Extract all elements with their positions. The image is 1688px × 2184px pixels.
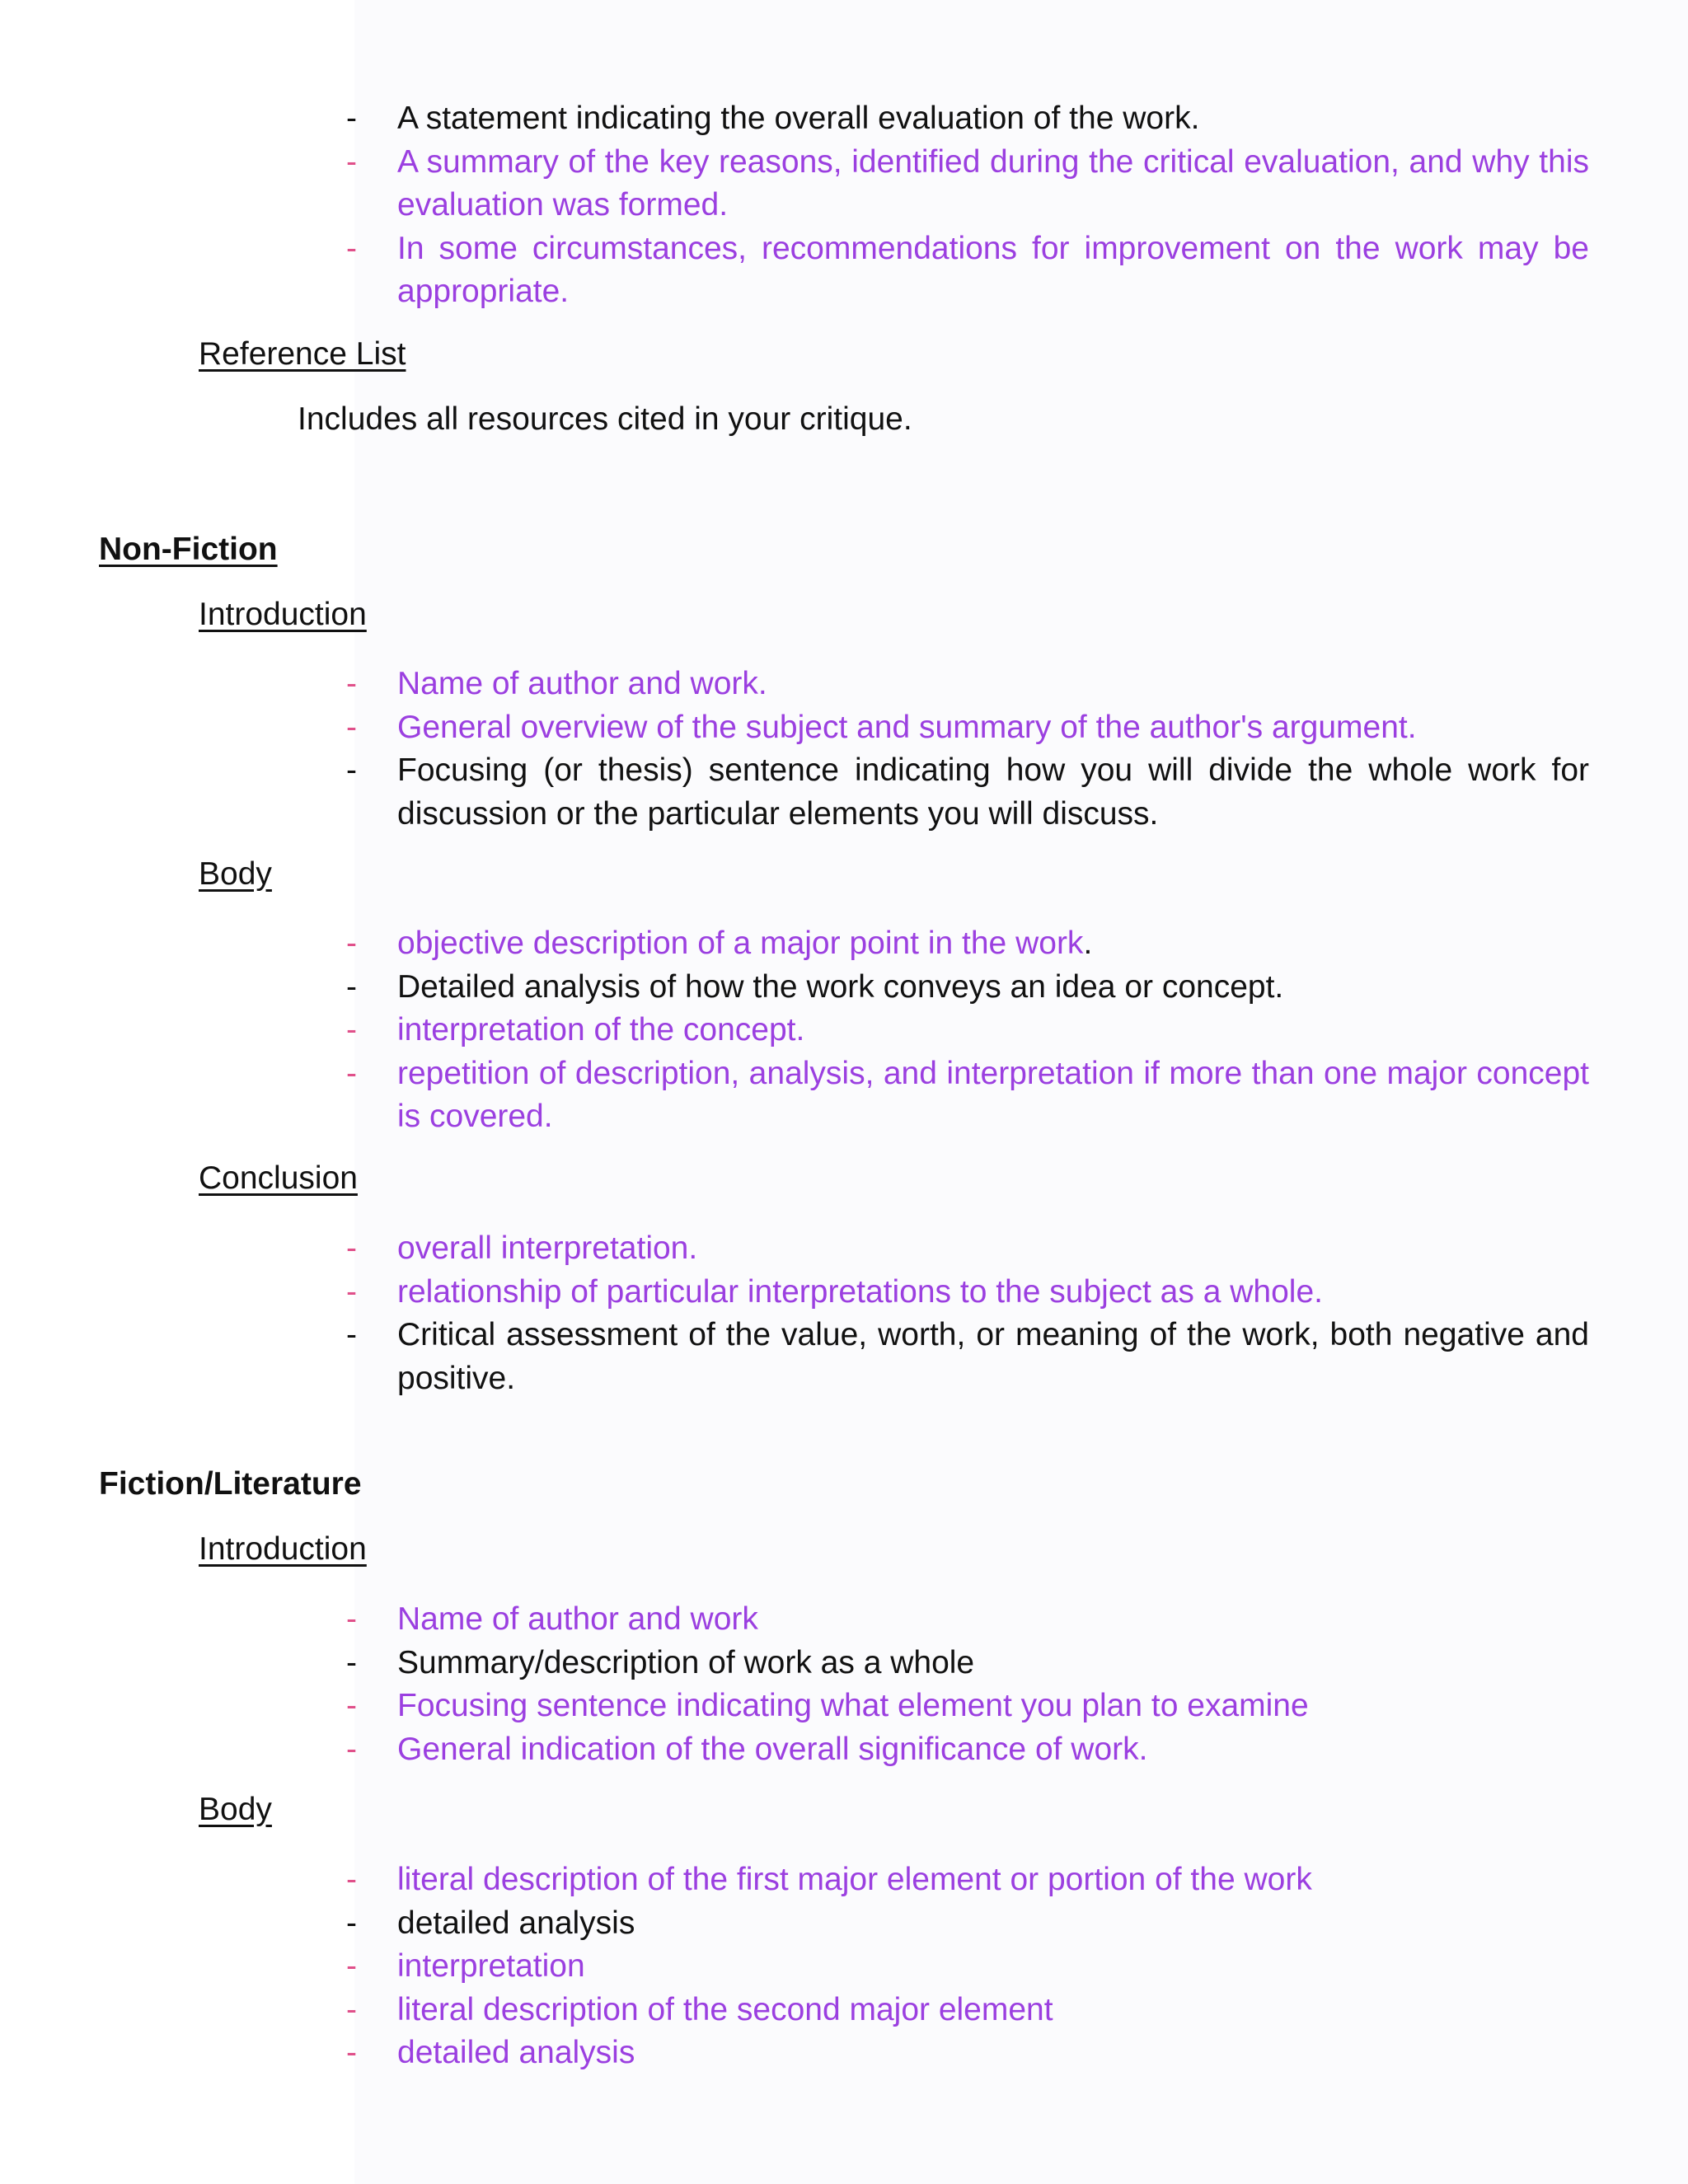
list-item bbox=[346, 1598, 1589, 1642]
list-item bbox=[346, 1642, 1589, 1685]
dash-bullet: - bbox=[346, 666, 357, 701]
list-item bbox=[346, 1902, 1589, 1946]
list-item bbox=[346, 1989, 1589, 2032]
list-item-text: Name of author and work bbox=[397, 1601, 758, 1637]
nonfiction-title: Non-Fiction bbox=[99, 532, 278, 567]
list-item bbox=[346, 1052, 1589, 1139]
dash-bullet: - bbox=[346, 926, 357, 961]
dash-bullet: - bbox=[346, 1731, 357, 1767]
dash-bullet: - bbox=[346, 1273, 357, 1310]
dash-bullet: - bbox=[346, 101, 357, 136]
nonfiction-body-heading: Body bbox=[199, 856, 272, 892]
list-item-text: Summary/description of work as a whole bbox=[397, 1644, 975, 1680]
fiction-introduction-list bbox=[346, 1598, 1589, 1771]
list-item-text: literal description of the first major element or portion of the work bbox=[397, 1862, 1312, 1897]
dash-bullet: - bbox=[346, 1688, 357, 1723]
list-item bbox=[346, 1945, 1589, 1989]
list-item-text: A statement indicating the overall evaluation of the work. bbox=[397, 101, 1200, 136]
list-item-text: repetition of description, analysis, and interpretation if more than one major concept is covered. bbox=[397, 1055, 1589, 1134]
list-item-text: literal description of the second major element bbox=[397, 1991, 1053, 2027]
list-item bbox=[346, 97, 1589, 141]
list-item-text: General indication of the overall significance of work. bbox=[397, 1731, 1148, 1767]
list-item-text: In some circumstances, recommendations for improvement on the work may be appropriate. bbox=[397, 230, 1589, 309]
list-item bbox=[346, 1685, 1589, 1728]
list-item-text: relationship of particular interpretations to the subject as a whole. bbox=[397, 1273, 1323, 1310]
list-item bbox=[346, 1227, 1589, 1271]
dash-bullet: - bbox=[346, 230, 357, 266]
dash-bullet: - bbox=[346, 1644, 357, 1680]
list-item bbox=[346, 141, 1589, 227]
list-item-text: interpretation of the concept. bbox=[397, 1012, 805, 1047]
list-item bbox=[346, 663, 1589, 706]
dash-bullet: - bbox=[346, 2035, 357, 2070]
nonfiction-conclusion-heading: Conclusion bbox=[199, 1160, 358, 1196]
dash-bullet: - bbox=[346, 1601, 357, 1637]
list-item-tail: . bbox=[1083, 926, 1093, 961]
list-item bbox=[346, 922, 1589, 966]
fiction-introduction-heading: Introduction bbox=[199, 1531, 367, 1567]
dash-bullet: - bbox=[346, 1948, 357, 1984]
dash-bullet: - bbox=[346, 1055, 357, 1091]
dash-bullet: - bbox=[346, 1862, 357, 1897]
list-item bbox=[346, 227, 1589, 314]
list-item-text: Name of author and work. bbox=[397, 666, 767, 701]
list-item-text: Detailed analysis of how the work conveys an idea or concept. bbox=[397, 968, 1284, 1005]
list-item bbox=[346, 1858, 1589, 1902]
dash-bullet: - bbox=[346, 1012, 357, 1047]
nonfiction-introduction-list bbox=[346, 663, 1589, 836]
list-item-text: Focusing sentence indicating what element you plan to examine bbox=[397, 1688, 1309, 1723]
list-item-text: interpretation bbox=[397, 1948, 585, 1984]
reference-list-heading: Reference List bbox=[199, 336, 406, 372]
fiction-title: Fiction/Literature bbox=[99, 1466, 362, 1502]
list-item-text: detailed analysis bbox=[397, 1905, 635, 1941]
list-item bbox=[346, 1314, 1589, 1400]
evaluation-list bbox=[346, 97, 1589, 314]
dash-bullet: - bbox=[346, 709, 357, 745]
list-item-text: Critical assessment of the value, worth, or meaning of the work, both negative and positive. bbox=[397, 1317, 1589, 1396]
list-item bbox=[346, 749, 1589, 836]
list-item-text: detailed analysis bbox=[397, 2035, 635, 2070]
list-item bbox=[346, 1009, 1589, 1052]
list-item-text: A summary of the key reasons, identified during the critical evaluation, and why this evaluation was formed. bbox=[397, 143, 1589, 223]
nonfiction-body-list bbox=[346, 922, 1589, 1139]
dash-bullet: - bbox=[346, 1230, 357, 1266]
list-item-text: Focusing (or thesis) sentence indicating how you will divide the whole work for discussion or the particular elements you will discuss. bbox=[397, 752, 1589, 832]
list-item bbox=[346, 2032, 1589, 2075]
nonfiction-conclusion-list bbox=[346, 1227, 1589, 1400]
dash-bullet: - bbox=[346, 1317, 357, 1352]
fiction-body-heading: Body bbox=[199, 1792, 272, 1827]
fiction-body-list bbox=[346, 1858, 1589, 2075]
list-item-text: overall interpretation. bbox=[397, 1230, 698, 1266]
list-item-text: General overview of the subject and summary of the author's argument. bbox=[397, 709, 1417, 745]
nonfiction-introduction-heading: Introduction bbox=[199, 597, 367, 632]
list-item bbox=[346, 1728, 1589, 1772]
dash-bullet: - bbox=[346, 143, 357, 180]
dash-bullet: - bbox=[346, 1905, 357, 1941]
dash-bullet: - bbox=[346, 1991, 357, 2027]
list-item bbox=[346, 706, 1589, 750]
list-item bbox=[346, 966, 1589, 1010]
dash-bullet: - bbox=[346, 968, 357, 1005]
list-item bbox=[346, 1271, 1589, 1315]
dash-bullet: - bbox=[346, 752, 357, 788]
reference-list-text: Includes all resources cited in your critique. bbox=[298, 401, 912, 437]
list-item-text: objective description of a major point in the work bbox=[397, 926, 1084, 961]
